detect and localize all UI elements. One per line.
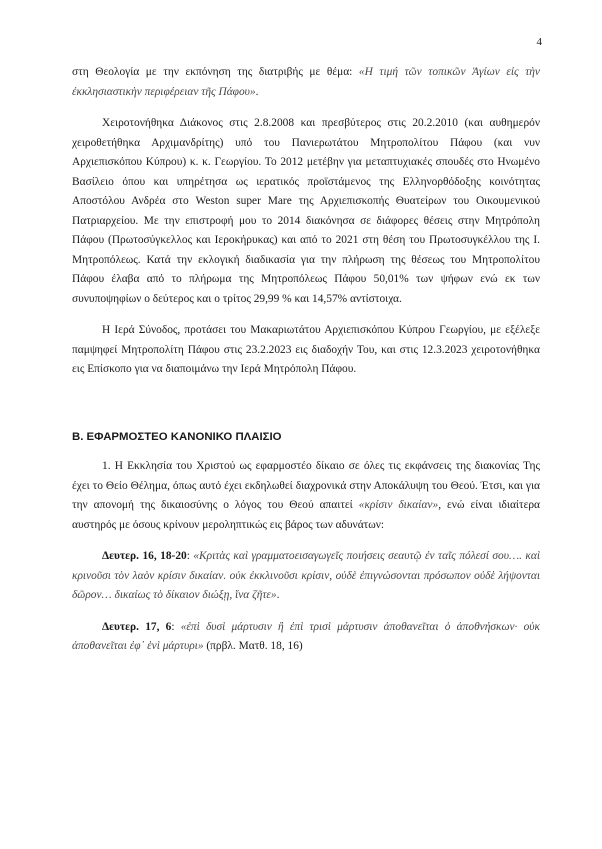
paragraph-thesis-end: . bbox=[255, 85, 259, 98]
quote-deut-16-sep: : bbox=[186, 550, 194, 562]
document-body bbox=[72, 63, 540, 657]
paragraph-thesis bbox=[72, 63, 540, 102]
quote-deut-17-ref: Δευτερ. 17, 6 bbox=[102, 620, 172, 633]
paragraph-framework bbox=[72, 457, 540, 535]
quote-deut-17-sep: : bbox=[171, 620, 181, 633]
paragraph-framework-text: 1. Η Εκκλησία του Χριστού ως εφαρμοστέο δίκαιο σε όλες τις εκφάνσεις της διακονίας Της έχει το Θείο Θέλημα, όπως αυτό έχει εκδηλωθεί διαχρονικά στην Αποκάλυψη του Θεού. Έτσι, και για την απονομή της δικαιοσύνης ο λόγος του Θεού απαιτεί bbox=[72, 460, 540, 511]
thesis-title: «Η τιμή τῶν τοπικῶν Ἁγίων εἰς τὴν ἐκκλησιαστικὴν περιφέρειαν τῆς Πάφου» bbox=[72, 66, 540, 98]
quote-deut-16 bbox=[72, 547, 540, 606]
section-heading: Β. ΕΦΑΡΜΟΣΤΕΟ ΚΑΝΟΝΙΚΟ ΠΛΑΙΣΙΟ bbox=[72, 430, 282, 443]
quote-deut-17 bbox=[72, 618, 540, 657]
quote-deut-16-end: . bbox=[276, 589, 280, 601]
paragraph-election: Η Ιερά Σύνοδος, προτάσει του Μακαριωτάτου Αρχιεπισκόπου Κύπρου Γεωργίου, με εξέλεξε παμψηφεί Μητροπολίτη Πάφου στις 23.2.2023 εις διαδοχήν Του, και στις 12.3.2023 χειροτονήθηκα εις Επίσκοπο για να διαποιμάνω την Ιερά Μητρόπολη Πάφου. bbox=[72, 324, 540, 375]
page-number: 4 bbox=[536, 36, 542, 48]
quote-krisin: «κρίσιν δικαίαν» bbox=[358, 499, 439, 511]
paragraph-thesis-text: στη Θεολογία με την εκπόνηση της διατριβής με θέμα: bbox=[72, 66, 359, 78]
quote-deut-16-text: «Κριτὰς καὶ γραμματοεισαγωγεῖς ποιήσεις σεαυτῷ ἐν ταῖς πόλεσί σου…. καὶ κρινοῦσι τὸν λαὸν κρίσιν δικαίαν. οὐκ ἐκκλινοῦσι κρίσιν, οὐδὲ ἐπιγνώσονται πρόσωπον οὐδὲ λήψονται δῶρον… δικαίως τὸ δίκαιον διώξῃ, ἵνα ζῆτε» bbox=[72, 550, 540, 601]
quote-deut-16-ref: Δευτερ. 16, 18-20 bbox=[102, 550, 187, 562]
quote-deut-17-end: (πρβλ. Ματθ. 18, 16) bbox=[203, 640, 303, 652]
paragraph-ordination: Χειροτονήθηκα Διάκονος στις 2.8.2008 και πρεσβύτερος στις 20.2.2010 (και αυθημερόν χειροθετήθηκα Αρχιμανδρίτης) υπό του Πανιερωτάτου Μητροπολίτου Πάφου (και νυν Αρχιεπισκόπου Κύπρου) κ. κ. Γεωργίου. Το 2012 μετέβην για μεταπτυχιακές σπουδές στο Ηνωμένο Βασίλειο όπου και υπηρέτησα ως ιερατικός προϊστάμενος της Ελληνορθόδοξης κοινότητας Αποστόλου Ανδρέα στο Weston super Mare της Αρχιεπισκοπής Θυατείρων του Οικουμενικού Πατριαρχείου. Με την επιστροφή μου το 2014 διακόνησα σε διάφορες θέσεις στην Μητρόπολη Πάφου (Πρωτοσύγκελλος και Ιεροκήρυκας) και από το 2021 στη θέση του Πρωτοσυγκέλλου της Ι. Μητροπόλεως. Κατά την εκλογική διαδικασία για την πλήρωση της θέσεως του Μητροπολίτου Πάφου έλαβα από το πλήρωμα της Μητροπόλεως Πάφου 50,01% των ψήφων ενώ εκ των συνυποψηφίων ο δεύτερος και ο τρίτος 29,99 % και 14,57% αντίστοιχα. bbox=[72, 117, 540, 305]
quote-deut-17-text: «ἐπὶ δυσὶ μάρτυσιν ἢ ἐπὶ τρισὶ μάρτυσιν ἀποθανεῖται ὁ ἀποθνήσκων· οὐκ ἀποθανεῖται ἐφ᾽ ἑνὶ μάρτυρι» bbox=[72, 620, 540, 652]
paragraph-framework-end: , ενώ είναι ιδιαίτερα αυστηρός με όσους κρίνουν μεροληπτικώς εις βάρος των αδυνάτων: bbox=[72, 499, 541, 531]
